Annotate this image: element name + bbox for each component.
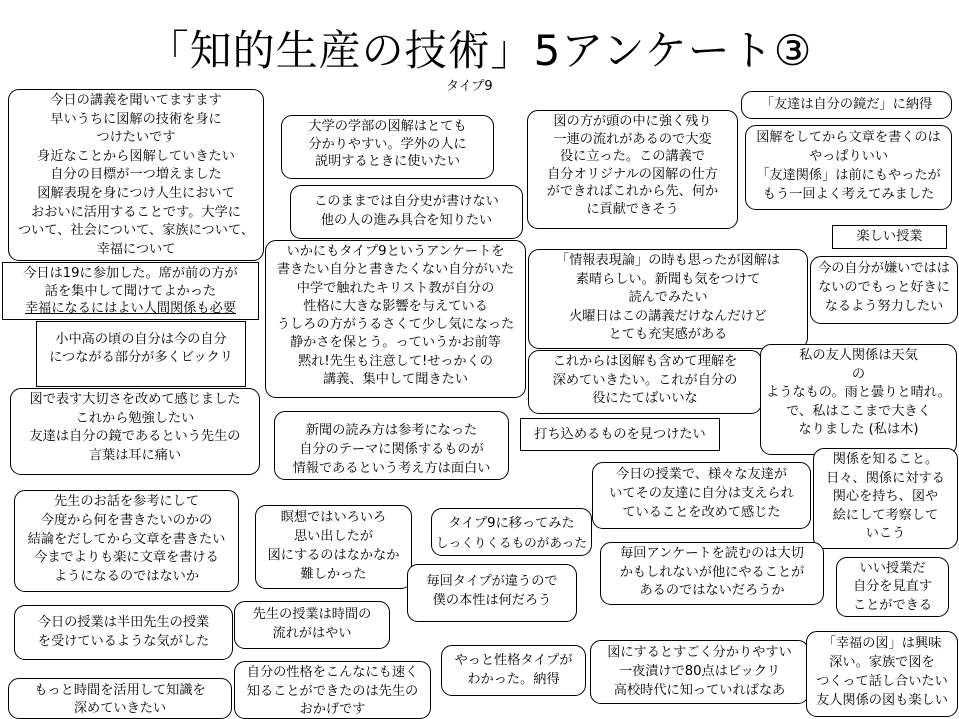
note-line: しっくりくるものがあった	[436, 535, 587, 550]
note-card	[8, 89, 264, 261]
note-line: 役に立った。この講義で	[559, 149, 706, 165]
note-line: いこう	[865, 526, 906, 542]
page-subtitle: タイプ9	[446, 79, 493, 94]
note-line: わかった。納得	[467, 672, 560, 687]
note-line: とても充実感がある	[608, 327, 728, 342]
note-line: につながる部分が多くビックリ	[49, 350, 233, 365]
note-line: 他の人の進み具合を知りたい	[320, 213, 493, 228]
note-line: 黙れ!先生も注意して!せっかくの	[298, 353, 493, 369]
note-line: 一夜漬けで80点はビックリ	[618, 664, 781, 679]
note-card	[528, 249, 808, 349]
note-card	[234, 601, 390, 649]
note-line: ができればこれから先、何か	[546, 184, 719, 200]
note-line: 知ることができたのは先生の	[246, 683, 419, 699]
note-line: 今の自分が嫌いではは	[818, 261, 950, 276]
note-line: おおいに活用することです。大学に	[31, 204, 241, 220]
note-line: 図の方が頭の中に強く残り	[553, 114, 712, 129]
note-line: タイプ9に移ってみた	[448, 516, 575, 531]
note-line: 今日の講義を聞いてますます	[50, 93, 222, 108]
note-line: で、私はここまで大きく	[786, 403, 931, 419]
note-line: 中学で触れたキリスト教が自分の	[296, 280, 495, 296]
note-line: ことができる	[852, 597, 933, 613]
note-card	[255, 505, 412, 589]
note-card	[407, 564, 577, 622]
note-line: なるよう努力したい	[824, 299, 944, 314]
note-card	[745, 125, 952, 210]
note-line: 一連の流れがあるので大変	[553, 131, 712, 147]
note-card	[441, 645, 586, 696]
note-line: 幸福について	[96, 241, 176, 257]
note-line: の	[851, 366, 866, 382]
note-card	[2, 262, 259, 320]
note-line: 先生の授業は時間の	[252, 607, 372, 622]
note-card	[36, 321, 246, 387]
note-line: 友達は自分の鏡であるという先生の	[29, 429, 241, 444]
note-line: おかげです	[299, 702, 366, 717]
note-line: いい授業だ	[859, 561, 926, 576]
note-line: 結論をだしてから文章を書きたい	[27, 531, 226, 547]
note-line: やっぱりいい	[808, 149, 889, 164]
note-line: もう一回よく考えてみました	[762, 187, 935, 202]
note-line: やっと性格タイプが	[454, 653, 573, 668]
note-line: いてその友達に自分は支えられ	[609, 486, 794, 501]
note-line: 書きたい自分と書きたくない自分がいた	[276, 262, 515, 278]
note-line: 高校時代に知っていればなあ	[613, 683, 786, 698]
note-card	[234, 661, 431, 719]
note-line: いかにもタイプ9というアンケートを	[286, 244, 505, 259]
note-line: 楽しい授業	[856, 229, 923, 244]
note-card	[265, 240, 526, 398]
note-line: 静かさを保とう。っていうかお前等	[290, 335, 501, 351]
note-card	[832, 225, 947, 249]
note-line: 分かりやすい。学外の人に	[308, 136, 467, 152]
note-line: 深めていきたい	[73, 701, 167, 716]
note-line: このままでは自分史が書けない	[314, 194, 499, 209]
note-line: 絵にして考察して	[832, 507, 939, 523]
note-line: 話を集中して聞けてよかった	[44, 283, 217, 299]
page-title: 「知的生産の技術」5アンケート③	[146, 26, 813, 75]
note-line: 「幸福の図」は興味	[822, 636, 942, 651]
note-card	[760, 344, 957, 455]
note-line: 「友達は自分の鏡だ」に納得	[760, 97, 933, 112]
note-card	[527, 110, 738, 229]
note-line: 言葉は耳に痛い	[88, 447, 182, 463]
note-line: 図にするとすごく分かりやすい	[607, 645, 792, 660]
note-line: 図解表現を身につけ人生において	[37, 185, 235, 201]
note-line: 新聞の読み方は参考になった	[305, 423, 478, 438]
note-line: あるのではないだろうか	[639, 583, 785, 598]
note-line: 図にするのはなかなか	[267, 548, 400, 563]
note-line: 関係を知ること。	[832, 452, 939, 467]
note-line: 役にたてばいいな	[592, 391, 698, 406]
note-line: 流れがはやい	[272, 626, 352, 641]
note-line: ていることを改めて感じた	[622, 505, 781, 520]
note-line: 難しかった	[300, 567, 367, 582]
note-card	[592, 462, 811, 529]
note-line: 小中高の頃の自分は今の自分	[55, 332, 227, 347]
note-line: 早いうちに図解の技術を身に	[50, 111, 222, 127]
note-line: 自分の性格をこんなにも速く	[246, 665, 419, 680]
note-line: 説明するときに使いたい	[314, 154, 461, 170]
note-line: 今日の授業は半田先生の授業	[37, 615, 210, 630]
note-line: に貢献できそう	[586, 201, 679, 217]
note-card	[806, 631, 958, 717]
note-line: 自分オリジナルの図解の仕方	[547, 166, 718, 182]
note-card	[741, 91, 952, 119]
note-line: これから勉強したい	[75, 410, 195, 426]
note-line: 関心を持ち、図や	[832, 489, 939, 505]
note-line: 幸福になるにはよい人間関係も必要	[25, 301, 236, 316]
note-line: 今日の授業で、様々な友達が	[615, 467, 788, 482]
note-line: ようなもの。雨と曇りと晴れ。	[766, 385, 951, 400]
note-line: 日々、関係に対する	[826, 470, 945, 486]
note-line: 火曜日はこの講義だけなんだけど	[569, 308, 767, 324]
note-line: ついて、社会について、家族について、	[17, 223, 255, 239]
note-card	[290, 185, 523, 239]
note-line: 図で表す大切さを改めて感じました	[29, 392, 241, 407]
note-line: うしろの方がうるさくて少し気になった	[276, 317, 515, 333]
note-line: 僕の本性は何だろう	[432, 593, 552, 608]
note-card	[10, 388, 260, 475]
note-line: 毎回アンケートを読むのは大切	[620, 546, 804, 561]
note-line: 深めていきたい。これが自分の	[552, 372, 738, 388]
note-card	[520, 418, 720, 451]
note-line: 素晴らしい。新聞も気をつけて	[575, 271, 761, 287]
note-line: 自分を見直す	[852, 579, 933, 595]
note-line: もっと時間を活用して知識を	[34, 683, 206, 698]
note-card	[836, 557, 949, 617]
note-card	[600, 542, 824, 605]
note-card	[431, 508, 592, 556]
note-card	[528, 350, 762, 414]
note-line: 今までよりも楽に文章を書ける	[34, 550, 219, 566]
note-line: 友人関係の図も楽しい	[816, 693, 948, 708]
note-line: ないのでもっと好きに	[818, 280, 950, 295]
note-line: 今度から何を書きたいのかの	[40, 512, 213, 528]
note-line: 深い。家族で図を	[829, 655, 935, 670]
note-line: 私の友人関係は天気	[799, 348, 918, 363]
note-line: 「情報表現論」の時も思ったが図解は	[555, 253, 781, 268]
note-line: 自分の目標が一つ増えました	[50, 167, 222, 183]
note-card	[813, 448, 958, 549]
note-line: なりました (私は木)	[798, 422, 919, 437]
note-line: 思い出したが	[293, 529, 374, 544]
note-line: 先生のお話を参考にして	[53, 494, 200, 509]
note-line: 読んでみたい	[628, 290, 708, 305]
note-line: 講義、集中して聞きたい	[322, 372, 469, 388]
note-line: 「友達関係」は前にもやったが	[756, 168, 941, 183]
note-card	[810, 256, 958, 324]
note-line: 毎回タイプが違うので	[426, 574, 558, 589]
note-line: を受けているような気がした	[37, 634, 210, 649]
note-line: 情報であるという考え方は面白い	[292, 461, 491, 476]
note-card	[14, 605, 233, 660]
note-line: 自分のテーマに関係するものが	[299, 442, 484, 457]
note-line: 瞑想ではいろいろ	[280, 510, 387, 525]
note-card	[281, 115, 494, 179]
note-card	[14, 490, 239, 592]
note-line: 今日は19に参加した。席が前の方が	[23, 266, 238, 281]
note-card	[8, 678, 232, 719]
note-line: 身近なことから図解していきたい	[37, 148, 235, 164]
note-line: 性格に大きな影響を与えている	[303, 298, 488, 314]
note-line: これからは図解も含めて理解を	[552, 354, 738, 369]
note-line: かもしれないが他にやることが	[619, 564, 805, 580]
note-line: つくって話し合いたい	[816, 674, 948, 689]
note-card	[274, 411, 509, 480]
note-line: 大学の学部の図解はとても	[308, 119, 467, 134]
note-line: ようになるのではないか	[53, 569, 200, 585]
note-line: 打ち込めるものを見つけたい	[534, 427, 706, 442]
note-line: 図解をしてから文章を書くのは	[756, 130, 941, 145]
note-line: つけたいです	[96, 130, 176, 146]
note-card	[590, 640, 809, 704]
